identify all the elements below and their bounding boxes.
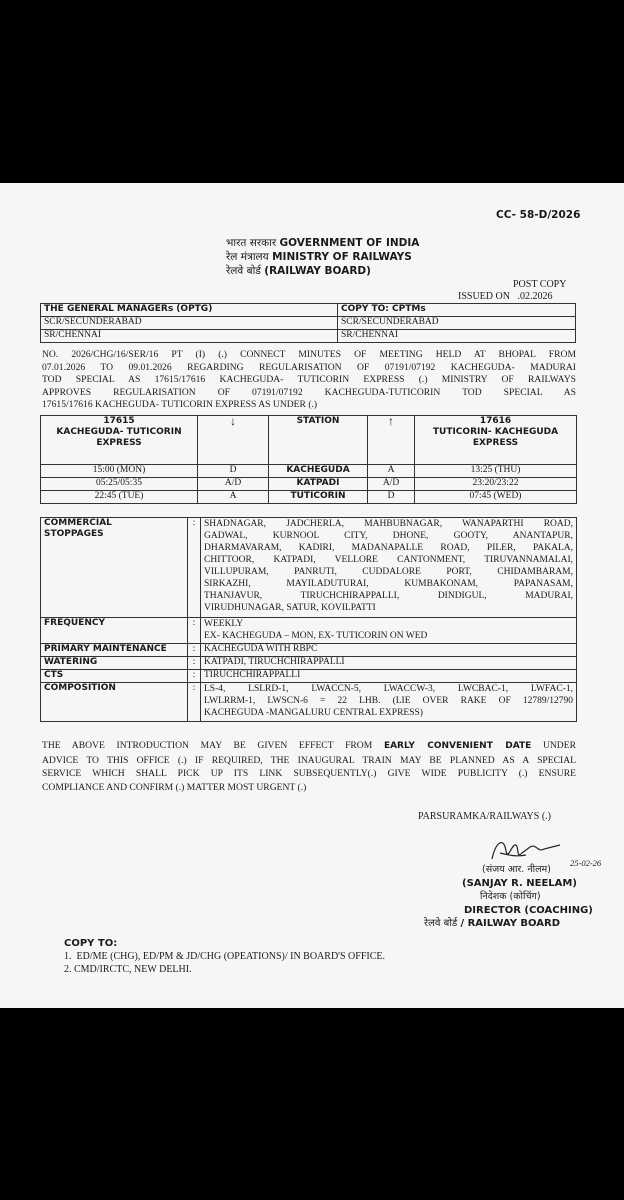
commercial-stoppages — [201, 518, 577, 618]
subject-line: 17615/17616 KACHEGUDA- TUTICORIN EXPRESS AS UNDER (.) — [42, 399, 318, 410]
closing-text: THE ABOVE INTRODUCTION MAY BE GIVEN EFFECT FROM — [42, 740, 384, 751]
closing-line: SERVICE WHICH SHALL PICK UP ITS LINK SUBSEQUENTLY(.) GIVE WIDE PUBLICITY (.) ENSURE — [42, 768, 576, 779]
stoppage-line: SHADNAGAR, JADCHERLA, MAHBUBNAGAR, WANAPARTHI ROAD, — [204, 519, 573, 529]
stoppage-line: SIRKAZHI, MAYILADUTURAI, KUMBAKONAM, PAPANASAM, — [204, 579, 573, 589]
header-ministry-title: MINISTRY OF RAILWAYS — [272, 251, 412, 263]
frequency-row — [41, 618, 577, 644]
commercial-row — [41, 518, 577, 618]
copy-to-heading: COPY TO: — [64, 938, 118, 949]
down-train-header — [41, 416, 198, 465]
sender-code: PARSURAMKA/RAILWAYS (.) — [418, 811, 551, 822]
closing-text: UNDER — [531, 740, 576, 751]
up-arr-dep: A — [368, 465, 415, 478]
subject-line: NO. 2026/CHG/16/SER/16 PT (I) (.) CONNECT MINUTES OF MEETING HELD AT BHOPAL FROM — [42, 349, 576, 360]
composition-line: LS-4, LSLRD-1, LWACCN-5, LWACCW-3, LWCBAC-1, LWFAC-1, — [204, 684, 573, 694]
down-time: 22:45 (TUE) — [41, 491, 198, 504]
to-addressee: SR/CHENNAI — [41, 330, 338, 343]
up-train-name: TUTICORIN- KACHEGUDA — [432, 427, 559, 437]
header-board-title: (RAILWAY BOARD) — [264, 265, 371, 277]
subject-line: TOD SPECIAL AS 17615/17616 KACHEGUDA- TUTICORIN EXPRESS (.) MINISTRY OF RAILWAYS — [42, 374, 576, 385]
composition-line: KACHEGUDA -MANGALURU CENTRAL EXPRESS) — [204, 708, 423, 718]
up-arr-dep: D — [368, 491, 415, 504]
stoppage-line: CHITTOOR, KATPADI, VELLORE CANTONMENT, TIRUVANNAMALAI, — [204, 555, 573, 565]
station-name: KATPADI — [269, 478, 368, 491]
down-arrow: ↓ — [198, 416, 269, 465]
stoppage-line: DHARMAVARAM, KADIRI, MADANAPALLE ROAD, PILER, PAKALA, — [204, 543, 573, 553]
timetable-row — [41, 465, 577, 478]
copy-addressee: SR/CHENNAI — [338, 330, 576, 343]
sign-date: 25-02-26 — [570, 858, 602, 868]
header-hindi-govt: भारत सरकार — [226, 237, 277, 249]
header-hindi-board: रेलवे बोर्ड — [226, 265, 261, 277]
frequency-line: EX- KACHEGUDA – MON, EX- TUTICORIN ON WED — [204, 631, 428, 641]
frequency-label: FREQUENCY — [41, 618, 188, 644]
up-arr-dep: A/D — [368, 478, 415, 491]
up-time: 07:45 (WED) — [415, 491, 577, 504]
colon: : — [188, 644, 201, 657]
org-english: / RAILWAY BOARD — [460, 918, 561, 929]
watering-value: KATPADI, TIRUCHCHIRAPPALLI — [201, 657, 577, 670]
document-page — [0, 183, 624, 1008]
subject-line: APPROVES REGULARISATION OF 07191/07192 KACHEGUDA-TUTICORIN TOD SPECIAL AS — [42, 386, 576, 398]
closing-paragraph — [42, 739, 576, 794]
commercial-label-line: STOPPAGES — [44, 529, 104, 539]
down-arr-dep: A — [198, 491, 269, 504]
composition-label: COMPOSITION — [41, 683, 188, 722]
timetable — [40, 415, 577, 504]
cts-label: CTS — [41, 670, 188, 683]
stoppage-line: THANJAVUR, TIRUCHCHIRAPPALLI, DINDIGUL, MADURAI, — [204, 591, 573, 601]
stoppage-line: VILLUPURAM, PANRUTI, CUDDALORE PORT, CHIDAMBARAM, — [204, 567, 573, 577]
down-train-name: KACHEGUDA- TUTICORIN — [56, 427, 182, 437]
colon: : — [188, 670, 201, 683]
signatory-name: (SANJAY R. NEELAM) — [462, 878, 577, 889]
station-header: STATION — [269, 416, 368, 465]
colon: : — [188, 683, 201, 722]
stoppage-line: VIRUDHUNAGAR, SATUR, KOVILPATTI — [204, 603, 376, 613]
copy-addressee: SCR/SECUNDERABAD — [338, 317, 576, 330]
up-arrow: ↑ — [368, 416, 415, 465]
copy-to-item: 2. CMD/IRCTC, NEW DELHI. — [64, 964, 192, 975]
watering-row — [41, 657, 577, 670]
frequency-value — [201, 618, 577, 644]
down-train-number: 17615 — [103, 416, 135, 426]
watering-label: WATERING — [41, 657, 188, 670]
down-time: 05:25/05:35 — [41, 478, 198, 491]
maintenance-label: PRIMARY MAINTENANCE — [41, 644, 188, 657]
to-header: THE GENERAL MANAGERs (OPTG) — [41, 304, 338, 317]
composition-row — [41, 683, 577, 722]
header-line-2 — [226, 251, 412, 263]
signatory-hindi-name: (संजय आर. नीलम) — [482, 864, 551, 875]
up-time: 23:20/23:22 — [415, 478, 577, 491]
colon: : — [188, 518, 201, 618]
copy-header: COPY TO: CPTMs — [338, 304, 576, 317]
cts-value: TIRUCHCHIRAPPALLI — [201, 670, 577, 683]
to-addressee: SCR/SECUNDERABAD — [41, 317, 338, 330]
closing-line: COMPLIANCE AND CONFIRM (.) MATTER MOST URGENT (.) — [42, 781, 307, 793]
down-time: 15:00 (MON) — [41, 465, 198, 478]
signatory-hindi-title: निदेशक (कोचिंग) — [480, 891, 541, 902]
up-time: 13:25 (THU) — [415, 465, 577, 478]
up-train-name: EXPRESS — [472, 438, 519, 448]
frequency-line: WEEKLY — [204, 619, 244, 629]
commercial-label-line: COMMERCIAL — [44, 518, 112, 528]
header-line-1 — [226, 237, 419, 249]
down-train-name: EXPRESS — [96, 438, 142, 448]
station-name: KACHEGUDA — [269, 465, 368, 478]
subject-paragraph — [42, 349, 576, 412]
cts-row — [41, 670, 577, 683]
header-line-3 — [226, 265, 371, 277]
timetable-row — [41, 491, 577, 504]
up-train-number: 17616 — [479, 416, 512, 426]
composition-line: LWLRRM-1, LWSCN-6 = 22 LHB. (LIE OVER RAKE OF 12789/12790 — [204, 696, 573, 706]
doc-reference: CC- 58-D/2026 — [496, 209, 581, 221]
header-govt-title: GOVERNMENT OF INDIA — [279, 237, 420, 249]
commercial-label — [41, 518, 188, 618]
header-hindi-ministry: रेल मंत्रालय — [226, 251, 269, 263]
up-train-header — [415, 416, 577, 465]
subject-line: 07.01.2026 TO 09.01.2026 REGARDING REGULARISATION OF 07191/07192 KACHEGUDA- MADURAI — [42, 361, 576, 373]
org-hindi: रेलवे बोर्ड — [424, 918, 458, 929]
closing-line: ADVICE TO THIS OFFICE (.) IF REQUIRED, THE INAUGURAL TRAIN MAY BE PLANNED AS A SPECIAL — [42, 754, 576, 766]
details-table — [40, 517, 577, 722]
timetable-row — [41, 478, 577, 491]
composition-value — [201, 683, 577, 722]
closing-line — [42, 739, 576, 754]
addressee-table — [40, 303, 576, 343]
colon: : — [188, 657, 201, 670]
colon: : — [188, 618, 201, 644]
stoppage-line: GADWAL, KURNOOL CITY, DHONE, GOOTY, ANANTAPUR, — [204, 531, 573, 541]
issued-on: ISSUED ON .02.2026 — [458, 291, 553, 302]
closing-emphasis: EARLY CONVENIENT DATE — [383, 741, 532, 751]
station-name: TUTICORIN — [269, 491, 368, 504]
signatory-title: DIRECTOR (COACHING) — [464, 905, 593, 916]
down-arr-dep: A/D — [198, 478, 269, 491]
post-copy: POST COPY — [513, 279, 567, 290]
down-arr-dep: D — [198, 465, 269, 478]
maintenance-row — [41, 644, 577, 657]
copy-to-item: 1. ED/ME (CHG), ED/PM & JD/CHG (OPEATIONS)/ IN BOARD'S OFFICE. — [64, 951, 385, 962]
signatory-org — [424, 918, 560, 930]
maintenance-value: KACHEGUDA WITH RBPC — [201, 644, 577, 657]
